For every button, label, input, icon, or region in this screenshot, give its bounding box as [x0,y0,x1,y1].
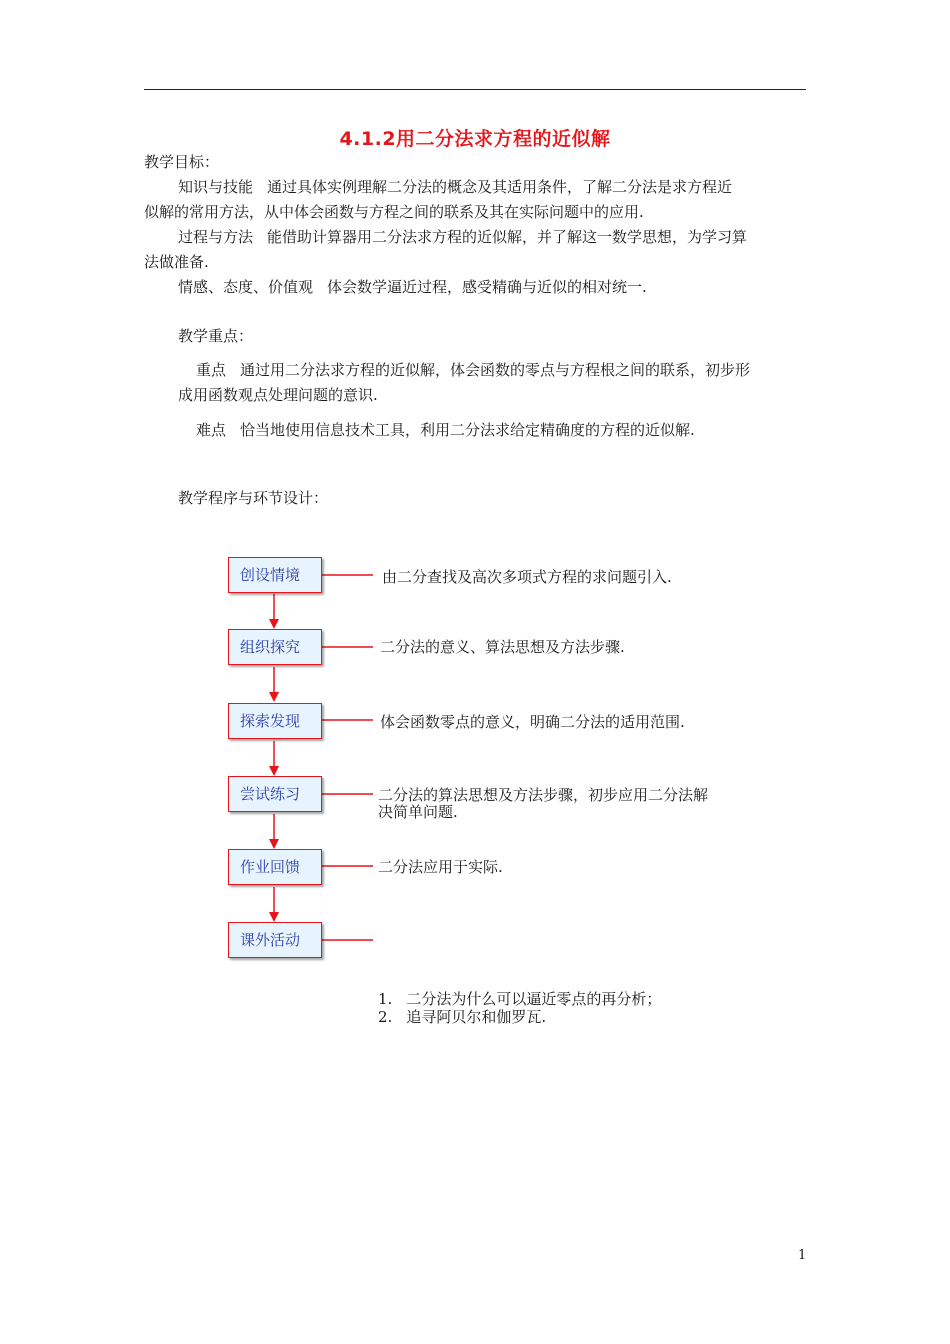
flow-step-description: 二分法应用于实际. [378,858,503,876]
objective-text-cont: 似解的常用方法，从中体会函数与方程之间的联系及其在实际问题中的应用. [144,203,644,221]
activity-item [378,1009,546,1026]
flow-step-description-cont: 决简单问题. [378,803,458,821]
flow-step-description: 二分法的算法思想及方法步骤，初步应用二分法解 [378,786,709,804]
flow-step-explore-discover: 探索发现 [228,703,322,739]
objective-text: 体会数学逼近过程，感受精确与近似的相对统一. [327,278,647,296]
flow-step-description: 二分法的意义、算法思想及方法步骤. [380,638,625,656]
keypoint-label: 重点 [196,361,227,379]
objective-label: 过程与方法 [178,228,254,246]
flow-step-homework-feedback: 作业回馈 [228,849,322,885]
objective-text: 能借助计算器用二分法求方程的近似解，并了解这一数学思想，为学习算 [267,228,748,246]
page-number: 1 [798,1248,807,1263]
flow-step-create-situation: 创设情境 [228,557,322,593]
flow-step-try-practice: 尝试练习 [228,776,322,812]
keypoint-text: 通过用二分法求方程的近似解，体会函数的零点与方程根之间的联系，初步形 [240,361,751,379]
objective-text: 通过具体实例理解二分法的概念及其适用条件，了解二分法是求方程近 [267,178,733,196]
document-title: 4.1.2用二分法求方程的近似解 [339,128,611,150]
keypoint-label: 难点 [196,421,227,439]
objective-text-cont: 法做准备. [144,253,209,271]
flow-step-description: 体会函数零点的意义，明确二分法的适用范围. [380,713,685,731]
keypoint-text: 恰当地使用信息技术工具，利用二分法求给定精确度的方程的近似解. [240,421,695,439]
flow-step-extracurricular: 课外活动 [228,922,322,958]
activity-number: 1. [378,990,393,1008]
procedure-heading: 教学程序与环节设计： [178,489,329,507]
flow-step-organize-inquiry: 组织探究 [228,629,322,665]
activity-item [378,991,661,1008]
objective-label: 知识与技能 [178,178,254,196]
activity-text: 二分法为什么可以逼近零点的再分析； [406,990,662,1008]
activity-text: 追寻阿贝尔和伽罗瓦. [406,1008,547,1026]
objectives-heading: 教学目标： [144,153,220,171]
flow-step-description: 由二分查找及高次多项式方程的求问题引入. [382,568,672,586]
objective-label: 情感、态度、价值观 [178,278,314,296]
keypoints-heading: 教学重点： [178,327,254,345]
keypoint-text-cont: 成用函数观点处理问题的意识. [178,386,378,404]
activity-number: 2. [378,1008,393,1026]
